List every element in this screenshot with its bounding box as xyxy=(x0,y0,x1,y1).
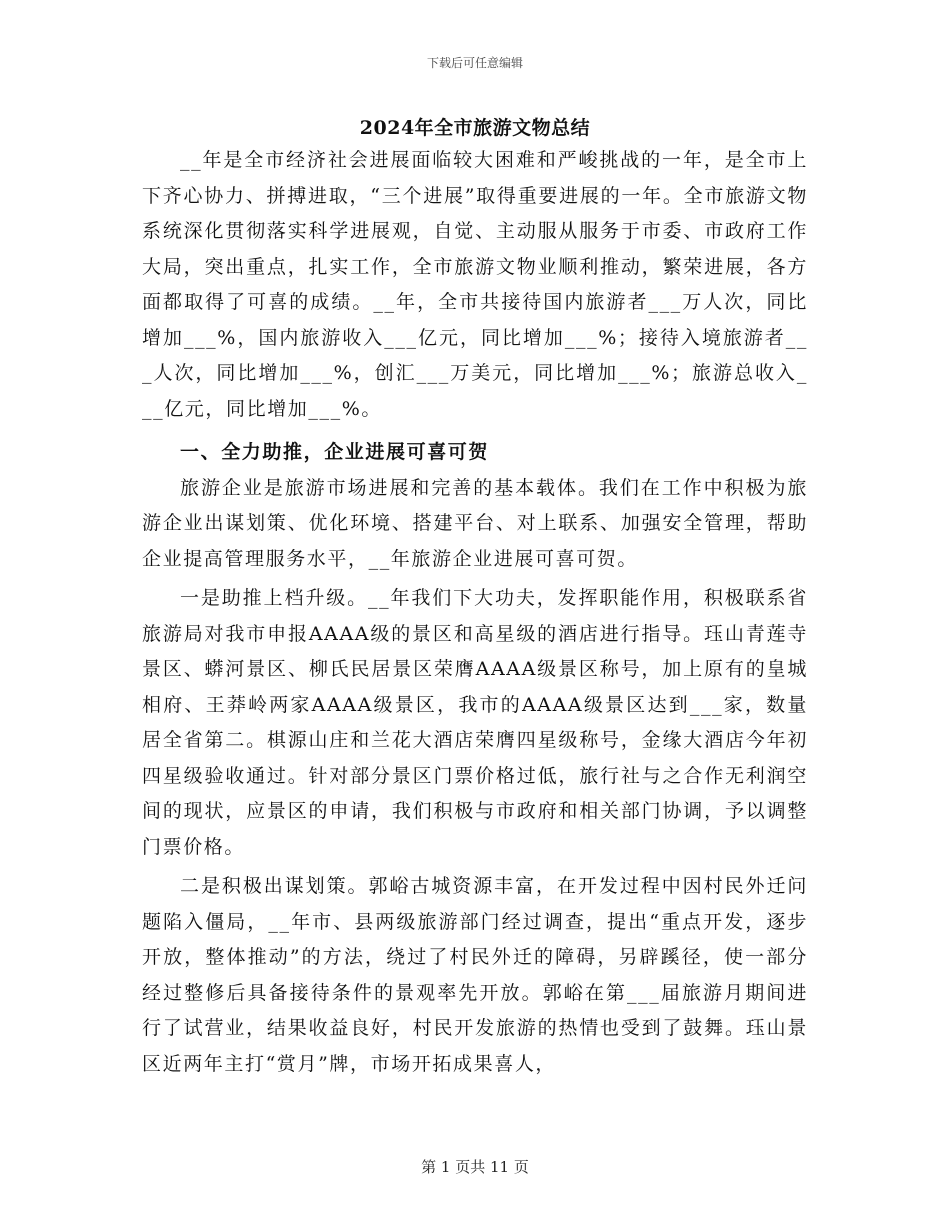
document-title: 2024年全市旅游文物总结 xyxy=(359,117,591,139)
section-paragraph-3: 二是积极出谋划策。郭峪古城资源丰富，在开发过程中因村民外迁问题陷入僵局，__年市、县两级旅游部门经过调查，提出“重点开发，逐步开放，整体推动”的方法，绕过了村民外迁的障碍，另辟蹊径，使一部分经过整修后具备接待条件的景观率先开放。郭峪在第___届旅游月期间进行了试营业，结果收益良好，村民开发旅游的热情也受到了鼓舞。珏山景区近两年主打“赏月”牌，市场开拓成果喜人， xyxy=(142,875,808,1075)
section-paragraph-2: 一是助推上档升级。__年我们下大功夫，发挥职能作用，积极联系省旅游局对我市申报AAAA级的景区和高星级的酒店进行指导。珏山青莲寺景区、蟒河景区、柳氏民居景区荣膺AAAA级景区称号，加上原有的皇城相府、王莽岭两家AAAA级景区，我市的AAAA级景区达到___家，数量居全省第二。棋源山庄和兰花大酒店荣膺四星级称号，金缘大酒店今年初四星级验收通过。针对部分景区门票价格过低，旅行社与之合作无利润空间的现状，应景区的申请，我们积极与市政府和相关部门协调，予以调整门票价格。 xyxy=(142,587,808,858)
intro-paragraph: __年是全市经济社会进展面临较大困难和严峻挑战的一年，是全市上下齐心协力、拼搏进取，“三个进展”取得重要进展的一年。全市旅游文物系统深化贯彻落实科学进展观，自觉、主动服从服务于市委、市政府工作大局，突出重点，扎实工作，全市旅游文物业顺利推动，繁荣进展，各方面都取得了可喜的成绩。__年，全市共接待国内旅游者___万人次，同比增加___%，国内旅游收入___亿元，同比增加___%；接待入境旅游者___人次，同比增加___%，创汇___万美元，同比增加___%；旅游总收入___亿元，同比增加___%。 xyxy=(142,149,808,420)
document-body xyxy=(142,143,808,1082)
section-paragraph-1: 旅游企业是旅游市场进展和完善的基本载体。我们在工作中积极为旅游企业出谋划策、优化环境、搭建平台、对上联系、加强安全管理，帮助企业提高管理服务水平，__年旅游企业进展可喜可贺。 xyxy=(142,476,808,570)
page-number: 第 1 页共 11 页 xyxy=(421,1158,529,1176)
section-heading: 一、全力助推，企业进展可喜可贺 xyxy=(180,441,490,463)
page-header-note: 下载后可任意编辑 xyxy=(426,56,523,70)
